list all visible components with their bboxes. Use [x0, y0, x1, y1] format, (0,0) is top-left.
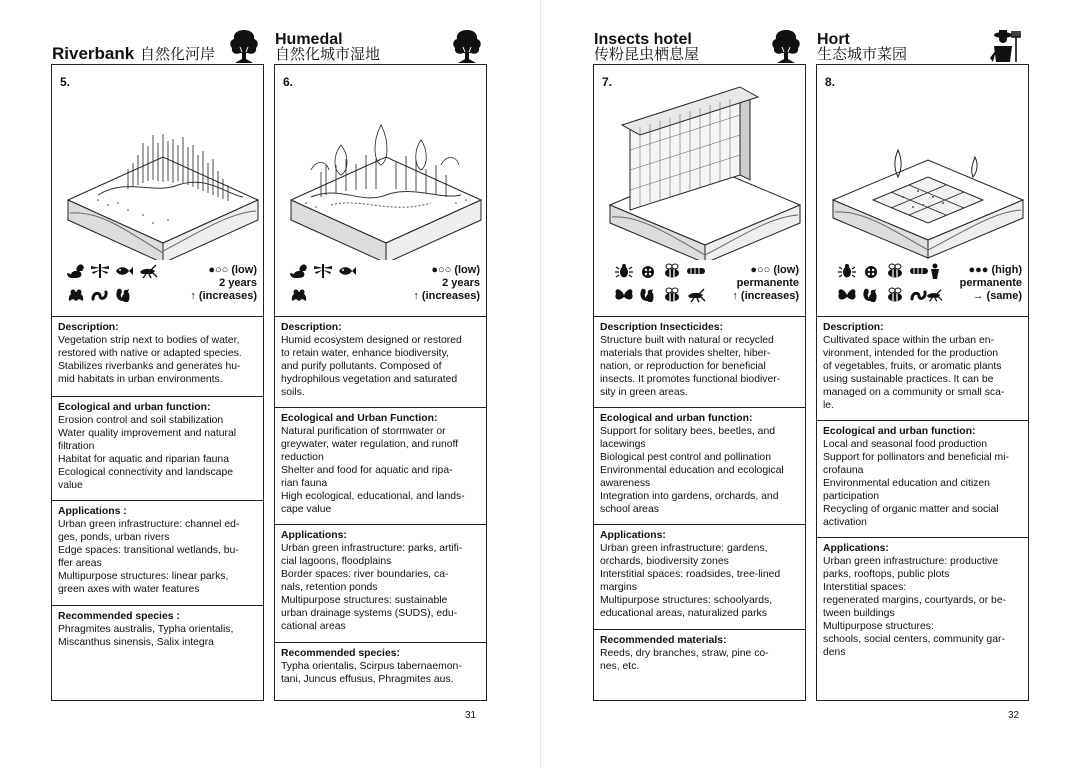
card-hort	[816, 64, 1029, 701]
card-title-en: Insects hotel	[594, 31, 692, 48]
section-applications: Applications: Urban green infrastructure: productive parks, rooftops, public plots Interstitial spaces: regenerated margins, courtyards, or be- tween buildings Multipurpose structures: schools, social centers, community gar- dens	[817, 537, 1028, 659]
wetland-illustration	[281, 85, 482, 260]
fauna-icons	[823, 261, 943, 309]
rating-block	[413, 264, 480, 303]
rating-block	[732, 264, 799, 303]
section-applications: Applications: Urban green infrastructure: parks, artifi- cial lagoons, floodplains Border spaces: river boundaries, ca- nals, retention ponds Multipurpose structures: sustainable urban drainage systems (SUDS), edu- cational areas	[275, 524, 486, 633]
farmer-icon	[988, 28, 1026, 64]
card-insects-hotel	[593, 64, 806, 701]
rating-trend: ↑ (increases)	[413, 290, 480, 302]
section-function: Ecological and Urban Function: Natural purification of stormwater or greywater, water regulation, and runoff reduction Shelter and food for aquatic and ripa- rian fauna High ecological, educational, and lands- cape value	[275, 407, 486, 516]
rating-block	[190, 264, 257, 303]
fauna-icons	[600, 261, 720, 309]
fauna-icons	[281, 261, 401, 309]
rating-time: 2 years	[442, 277, 480, 289]
section-description: Description: Vegetation strip next to bodies of water, restored with native or adapted species. Stabilizes riverbanks and generates hu- mid habitats in urban environments.	[52, 316, 263, 386]
page-number-left: 31	[465, 710, 477, 721]
card-number: 7.	[602, 75, 613, 89]
section-description: Description: Humid ecosystem designed or restored to retain water, enhance biodiversity, and purify pollutants. Composed of hydrophilous vegetation and saturated soils.	[275, 316, 486, 399]
rating-time: permanente	[959, 277, 1022, 289]
card-header-hort	[817, 28, 1030, 64]
tree-icon	[769, 28, 803, 64]
section-applications: Applications: Urban green infrastructure: gardens, orchards, biodiversity zones Interstitial spaces: roadsides, tree-lined margins Multipurpose structures: schoolyards, educational areas, naturalized parks	[594, 524, 805, 620]
card-title-zh: 生态城市菜园	[817, 46, 908, 63]
rating-level: ●○○ (low)	[750, 264, 799, 276]
rating-time: permanente	[736, 277, 799, 289]
card-humedal	[274, 64, 487, 701]
card-title-zh: 自然化河岸	[140, 46, 216, 63]
card-header-humedal	[275, 28, 488, 64]
page-spine	[540, 0, 541, 768]
section-description: Description Insecticides: Structure built with natural or recycled materials that provides shelter, hiber- nation, or reproduction for beneficial insects. It promotes functional biodiver- sity in green areas.	[594, 316, 805, 399]
tree-icon	[450, 28, 484, 64]
rating-level: ●●● (high)	[968, 264, 1022, 276]
rating-trend: ↑ (increases)	[732, 290, 799, 302]
card-title-en: Humedal	[275, 31, 343, 48]
page-number-right: 32	[1008, 710, 1020, 721]
card-title-zh: 自然化城市湿地	[275, 46, 381, 63]
rating-level: ●○○ (low)	[208, 264, 257, 276]
card-number: 6.	[283, 75, 294, 89]
section-materials: Recommended materials: Reeds, dry branches, straw, pine co- nes, etc.	[594, 629, 805, 673]
card-title-en: Riverbank	[52, 44, 135, 63]
section-description: Description: Cultivated space within the urban en- vironment, intended for the production of vegetables, fruits, or aromatic plants using sustainable practices. It can be managed on a community or small sca- le.	[817, 316, 1028, 412]
garden-illustration	[823, 85, 1024, 260]
section-species: Recommended species: Typha orientalis, Scirpus tabernaemon- tani, Juncus effusus, Phragmites aus.	[275, 642, 486, 686]
tree-icon	[227, 28, 261, 64]
card-riverbank	[51, 64, 264, 701]
card-title-zh: 传粉昆虫栖息屋	[594, 46, 700, 63]
card-header-insects-hotel	[594, 28, 807, 64]
section-function: Ecological and urban function: Support for solitary bees, beetles, and lacewings Biological pest control and pollination Environmental education and ecological awareness Integration into gardens, orchards, and school areas	[594, 407, 805, 516]
card-number: 8.	[825, 75, 836, 89]
card-title-en: Hort	[817, 31, 850, 48]
card-number: 5.	[60, 75, 71, 89]
rating-trend: → (same)	[972, 290, 1022, 302]
rating-level: ●○○ (low)	[431, 264, 480, 276]
insect-hotel-illustration	[600, 85, 801, 260]
section-function: Ecological and urban function: Local and seasonal food production Support for pollinators and beneficial mi- crofauna Environmental education and citizen participation Recycling of organic matter and social activation	[817, 420, 1028, 529]
section-species: Recommended species : Phragmites australis, Typha orientalis, Miscanthus sinensis, Salix integra	[52, 605, 263, 649]
fauna-icons	[58, 261, 178, 309]
rating-block	[960, 264, 1022, 303]
section-function: Ecological and urban function: Erosion control and soil stabilization Water quality improvement and natural filtration Habitat for aquatic and riparian fauna Ecological connectivity and landscape value	[52, 396, 263, 492]
riverbank-illustration	[58, 85, 259, 260]
rating-time: 2 years	[219, 277, 257, 289]
rating-trend: ↑ (increases)	[190, 290, 257, 302]
card-header-riverbank	[52, 28, 265, 64]
section-applications: Applications : Urban green infrastructure: channel ed- ges, ponds, urban rivers Edge spaces: transitional wetlands, bu- ffer areas Multipurpose structures: linear parks, green axes with water features	[52, 500, 263, 596]
